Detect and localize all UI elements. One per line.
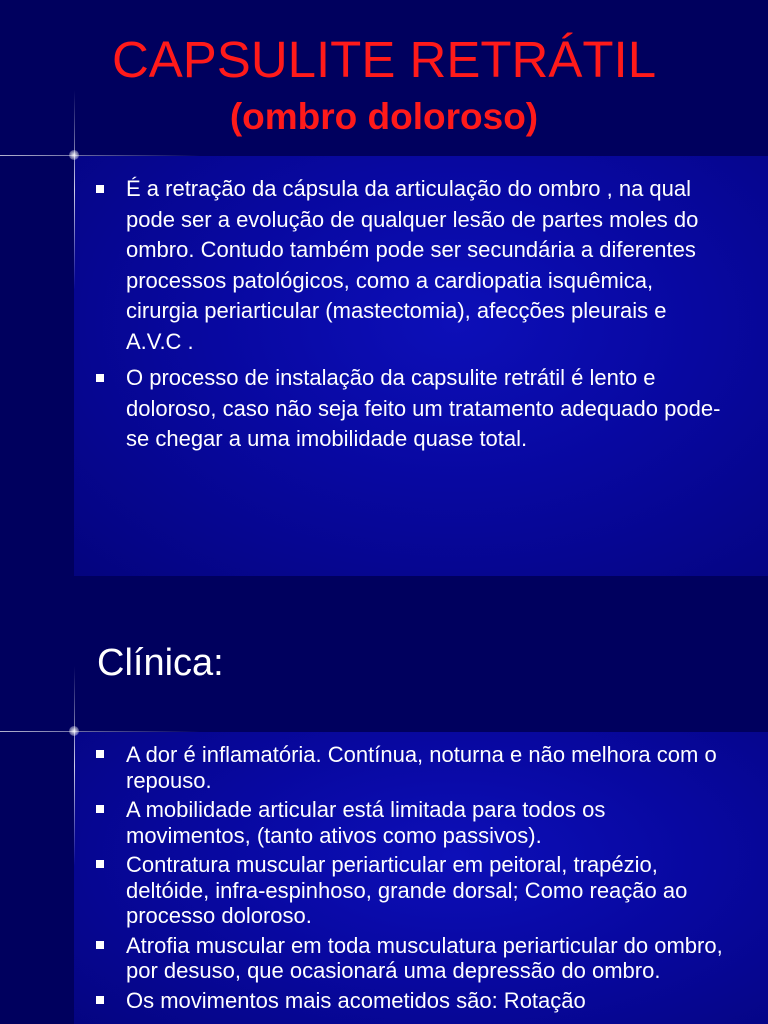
decorative-sparkle (69, 150, 79, 160)
bullet-text: Os movimentos mais acometidos são: Rotação (126, 987, 586, 1013)
bullet-text: A mobilidade articular está limitada para todos os movimentos, (tanto ativos como passivos). (126, 797, 606, 848)
list-item (96, 797, 736, 848)
list-item (96, 363, 726, 455)
decorative-line (74, 666, 75, 866)
list-item (96, 174, 726, 357)
bullet-square-icon (96, 750, 104, 758)
slide-title: CAPSULITE RETRÁTIL (111, 31, 657, 88)
bullet-text: É a retração da cápsula da articulação do ombro , na qual pode ser a evolução de qualquer lesão de partes moles do ombro. Contudo também pode ser secundária a diferentes processos patológicos, como a cardiopatia isquêmica, cirurgia periarticular (mastectomia), afecções pleurais e A.V.C . (126, 176, 699, 354)
list-item (96, 933, 736, 984)
bullet-square-icon (96, 941, 104, 949)
bullet-square-icon (96, 996, 104, 1004)
decorative-line (0, 731, 200, 732)
decorative-line (0, 155, 200, 156)
section-title: Clínica: (97, 642, 224, 684)
bullet-list (96, 742, 736, 1017)
list-item (96, 988, 736, 1014)
bullet-text: Atrofia muscular em toda musculatura periarticular do ombro, por desuso, que ocasionará uma depressão do ombro. (126, 932, 723, 983)
bullet-text: A dor é inflamatória. Contínua, noturna e não melhora com o repouso. (126, 742, 717, 793)
bullet-list (96, 174, 726, 461)
bullet-square-icon (96, 805, 104, 813)
bullet-square-icon (96, 860, 104, 868)
bullet-square-icon (96, 374, 104, 382)
slide-subtitle: (ombro doloroso) (229, 96, 539, 137)
bullet-text: Contratura muscular periarticular em peitoral, trapézio, deltóide, infra-espinhoso, grande dorsal; Como reação ao processo doloroso. (126, 852, 688, 928)
list-item (96, 742, 736, 793)
bullet-text: O processo de instalação da capsulite retrátil é lento e doloroso, caso não seja feito um tratamento adequado pode-se chegar a uma imobilidade quase total. (126, 365, 721, 451)
list-item (96, 852, 736, 929)
decorative-sparkle (69, 726, 79, 736)
bullet-square-icon (96, 185, 104, 193)
slide-2 (0, 576, 768, 1024)
